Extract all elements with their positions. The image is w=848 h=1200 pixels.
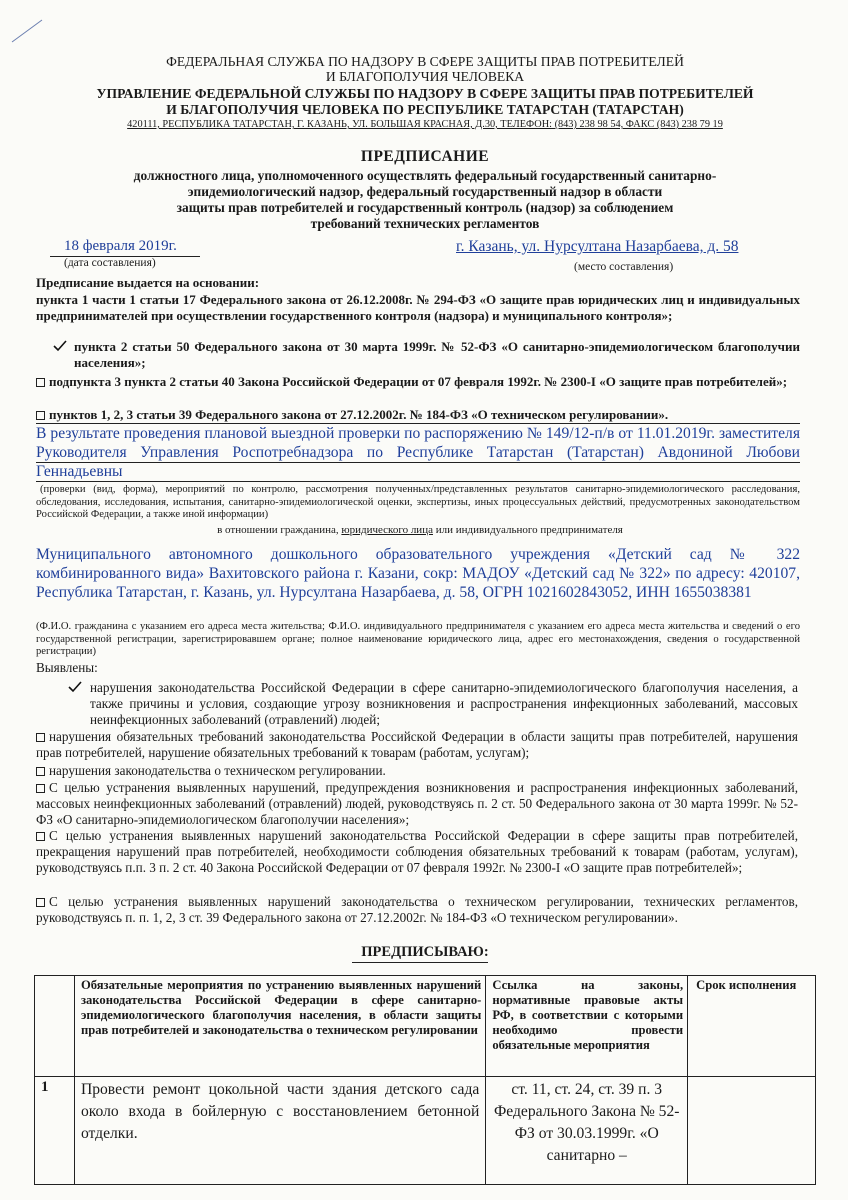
- row-reference: ст. 11, ст. 24, ст. 39 п. 3 Федерального Закона № 52-ФЗ от 30.03.1999г. «О санитарно –: [486, 1077, 688, 1185]
- place-value: г. Казань, ул. Нурсултана Назарбаева, д. 58: [456, 238, 739, 255]
- header-num-cell: [35, 976, 75, 1077]
- document-title: ПРЕДПИСАНИЕ: [360, 148, 490, 165]
- checkbox-icon: [36, 898, 45, 907]
- basis-item-1: пункта 1 части 1 статьи 17 Федерального закона от 26.12.2008г. № 294-ФЗ «О защите прав юридических лиц и индивидуальных предпринимателей при осуществлении государственного контроля (надзора) и муниципального контроля»;: [36, 292, 800, 323]
- inspection-caption: (проверки (вид, форма), мероприятий по контролю, рассмотрения полученных/представленных результатов санитарно-эпидемиологического расследования, обследования, исследования, испытания, санитарно-эпидемиологической оценки, экспертизы, иных процессуальных действий, предусмотренных законодательством Российской Федерации, а также иной информации): [36, 484, 800, 520]
- inspected-entity: Муниципального автономного дошкольного образовательного учреждения «Детский сад № 322 комбинированного вида» Вахитовского района г. Казани, сокр: МАДОУ «Детский сад № 322» по адресу: 420107, Республика Татарстан, г. Казань, ул. Нурсултана Назарбаева, д. 58, ОГРН 1021602843052, ИНН 1655038381: [36, 546, 800, 601]
- relation-legal-entity: юридического лица: [341, 524, 433, 536]
- checkmark-icon: [53, 340, 67, 352]
- agency-line-1: ФЕДЕРАЛЬНАЯ СЛУЖБА ПО НАДЗОРУ В СФЕРЕ ЗАЩИТЫ ПРАВ ПОТРЕБИТЕЛЕЙ: [166, 54, 684, 69]
- date-value: 18 февраля 2019г.: [64, 238, 177, 254]
- finding-item-1: нарушения законодательства Российской Федерации в сфере санитарно-эпидемиологического благополучия населения, а также причины и условия, создающие угрозу возникновения и распространения инфекционных заболеваний, массовых неинфекционных заболеваний (отравлений) людей;: [90, 680, 798, 727]
- order-heading-underline: [352, 962, 488, 963]
- pen-mark: [8, 14, 48, 46]
- finding-item-2: [36, 729, 798, 761]
- checkbox-icon: [36, 411, 45, 420]
- subtitle-line-3: защиты прав потребителей и государственный контроль (надзор) за соблюдением: [176, 200, 674, 215]
- findings-label: Выявлены:: [36, 660, 98, 675]
- agency-line-2: И БЛАГОПОЛУЧИЯ ЧЕЛОВЕКА: [325, 69, 525, 84]
- finding-item-6-text: С целью устранения выявленных нарушений законодательства о техническом регулировании, технических регламентов, руководствуясь п. п. 1, 2, 3 ст. 39 Федерального закона от 27.12.2002г. № 184-ФЗ «О техническом регулировании».: [36, 894, 798, 925]
- subtitle-line-2: эпидемиологический надзор, федеральный государственный надзор в области: [187, 184, 663, 199]
- basis-item-4: [36, 407, 800, 423]
- table-row: [35, 1077, 816, 1185]
- table-header-row: [35, 976, 816, 1077]
- measures-table: [34, 975, 816, 1185]
- basis-item-4-text: пунктов 1, 2, 3 статьи 39 Федерального закона от 27.12.2002г. № 184-ФЗ «О техническом регулировании».: [49, 407, 669, 422]
- finding-item-4-text: С целью устранения выявленных нарушений, предупреждения возникновения и распространения инфекционных заболеваний, массовых неинфекционных заболеваний (отравлений) людей, руководствуясь п. 2 ст. 50 Федерального закона от 30 марта 1999г. № 52-ФЗ «О санитарно-эпидемиологическом благополучии населения»;: [36, 780, 798, 827]
- place-caption: (место составления): [574, 261, 674, 273]
- entity-caption: (Ф.И.О. гражданина с указанием его адреса места жительства; Ф.И.О. индивидуального предпринимателя с указанием его адреса места жительства и сведений о его государственной регистрации, зарегистрировавшем органе; полное наименование юридического лица, адрес его местонахождения, сведения о государственной регистрации): [36, 621, 800, 657]
- finding-item-4: [36, 780, 798, 828]
- relation-prefix: в отношении гражданина,: [217, 524, 339, 536]
- inspection-description: В результате проведения плановой выездной проверки по распоряжению № 149/12-п/в от 11.01.2019г. заместителя Руководителя Управления Роспотребнадзора по Республике Татарстан (Татарстан) Авдониной Любови Геннадьевны: [36, 425, 800, 480]
- header-reference: Ссылка на законы, нормативные правовые акты РФ, в соответствии с которыми необходимо провести обязательные мероприятия: [486, 976, 688, 1077]
- checkbox-icon: [36, 767, 45, 776]
- subtitle-line-1: должностного лица, уполномоченного осуществлять федеральный государственный санитарно-: [133, 168, 717, 183]
- finding-item-6: [36, 894, 798, 926]
- date-caption: (дата составления): [64, 257, 156, 269]
- basis-item-3: [36, 374, 800, 390]
- basis-intro: Предписание выдается на основании:: [36, 275, 260, 290]
- subtitle-line-4: требований технических регламентов: [310, 216, 540, 231]
- row-num: 1: [35, 1077, 75, 1185]
- department-line-2: И БЛАГОПОЛУЧИЯ ЧЕЛОВЕКА ПО РЕСПУБЛИКЕ ТАТАРСТАН (ТАТАРСТАН): [166, 102, 684, 117]
- basis-item-2: пункта 2 статьи 50 Федерального закона от 30 марта 1999г. № 52-ФЗ «О санитарно-эпидемиологическом благополучии населения»;: [74, 339, 800, 370]
- finding-item-5-text: С целью устранения выявленных нарушений законодательства Российской Федерации в сфере защиты прав потребителей, прекращения нарушений прав потребителей, необходимости соблюдения обязательных требований к товарам (работам, услугам), руководствуясь п.п. 3 п. 2 ст. 40 Закона Российской Федерации от 07 февраля 1992г. № 2300-I «О защите прав потребителей»;: [36, 828, 798, 875]
- inspection-relation: [80, 524, 760, 537]
- header-deadline: Срок исполнения: [688, 976, 816, 1077]
- document-subtitle: [60, 168, 790, 232]
- finding-item-2-text: нарушения обязательных требований законодательства Российской Федерации в области защиты прав потребителей, нарушения прав потребителей, нарушение обязательных требований к товарам (работам, услугам);: [36, 729, 798, 760]
- relation-suffix: или индивидуального предпринимателя: [435, 524, 623, 536]
- row-deadline: [688, 1077, 816, 1185]
- agency-name: [80, 54, 770, 84]
- finding-item-3-text: нарушения законодательства о техническом регулировании.: [49, 763, 386, 778]
- order-heading: ПРЕДПИСЫВАЮ:: [361, 944, 489, 960]
- department-address: 420111, РЕСПУБЛИКА ТАТАРСТАН, Г. КАЗАНЬ, УЛ. БОЛЬШАЯ КРАСНАЯ, Д.30, ТЕЛЕФОН: (843) 238 98 54, ФАКС (843) 238 79 19: [127, 119, 723, 130]
- checkmark-icon: [68, 681, 82, 693]
- checkbox-icon: [36, 832, 45, 841]
- checkbox-icon: [36, 378, 45, 387]
- finding-item-3: [36, 763, 798, 779]
- department-name: [60, 86, 790, 118]
- inspection-underline-1: [36, 462, 800, 463]
- checkbox-icon: [36, 733, 45, 742]
- checkbox-icon: [36, 784, 45, 793]
- header-measures: Обязательные мероприятия по устранению выявленных нарушений законодательства Российской Федерации в сфере санитарно-эпидемиологического благополучия населения, в области защиты прав потребителей и законодательства о техническом регулировании: [74, 976, 485, 1077]
- department-line-1: УПРАВЛЕНИЕ ФЕДЕРАЛЬНОЙ СЛУЖБЫ ПО НАДЗОРУ В СФЕРЕ ЗАЩИТЫ ПРАВ ПОТРЕБИТЕЛЕЙ: [96, 86, 754, 101]
- finding-item-5: [36, 828, 798, 876]
- inspection-underline-2: [36, 481, 800, 482]
- row-measure: Провести ремонт цокольной части здания детского сада около входа в бойлерную с восстановлением бетонной отделки.: [74, 1077, 485, 1185]
- basis-item-3-text: подпункта 3 пункта 2 статьи 40 Закона Российской Федерации от 07 февраля 1992г. № 2300-I «О защите прав потребителей»;: [49, 374, 788, 389]
